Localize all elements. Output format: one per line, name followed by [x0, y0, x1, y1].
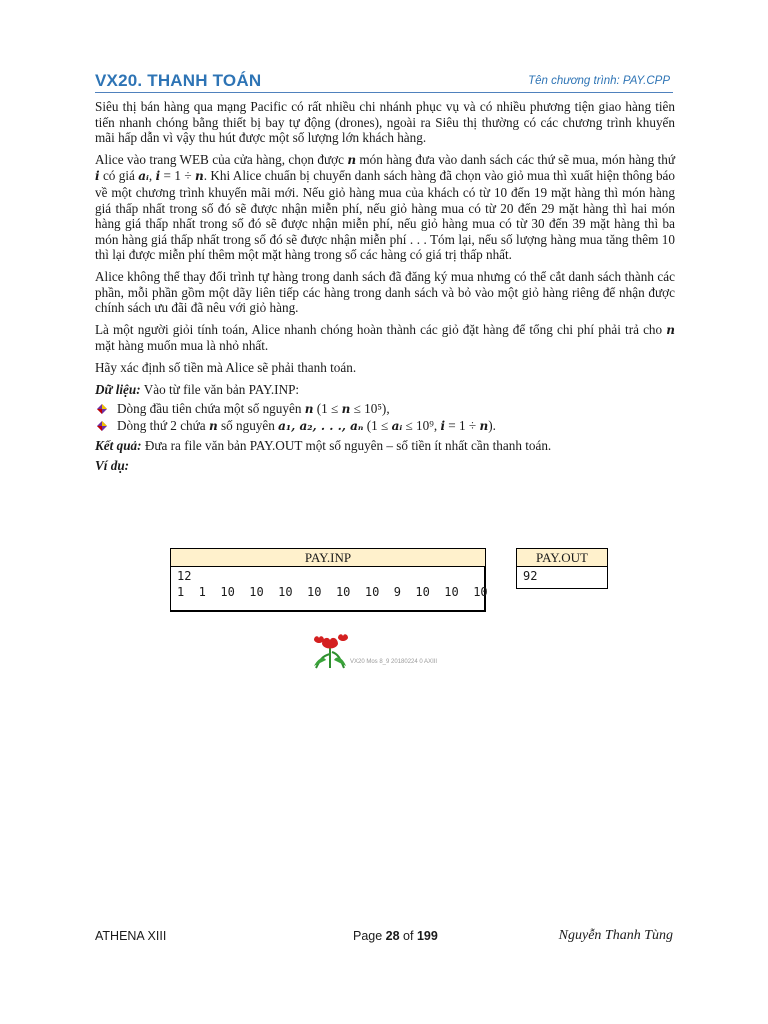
list-item: Dòng đầu tiên chứa một số nguyên n (1 ≤ n ≤ 10⁵),: [95, 401, 675, 418]
example-input-box: [170, 548, 486, 612]
problem-title: VX20. THANH TOÁN: [95, 71, 262, 90]
list-item: Dòng thứ 2 chứa n số nguyên a₁, a₂, . . ., aₙ (1 ≤ aᵢ ≤ 10⁹, i = 1 ÷ n).: [95, 418, 675, 435]
tulip-logo-icon: [310, 630, 352, 670]
title-divider: [95, 92, 673, 93]
problem-body: [95, 99, 675, 479]
example-output-title: PAY.OUT: [516, 548, 608, 567]
footer-left: ATHENA XIII: [95, 929, 167, 943]
footer-author: Nguyễn Thanh Tùng: [558, 928, 673, 943]
footer-page-number: Page 28 of 199: [353, 929, 438, 943]
bullet-icon: [97, 421, 107, 431]
title-row: [95, 71, 675, 93]
paragraph-task: Hãy xác định số tiền mà Alice sẽ phải thanh toán.: [95, 359, 357, 375]
paragraph-story: Alice vào trang WEB của cửa hàng, chọn được n món hàng đưa vào danh sách các thứ sẽ mua, món hàng thứ i có giá aᵢ, i = 1 ÷ n. Khi Alice chuẩn bị chuyển danh sách hàng đã chọn vào giỏ mua thì xuất hiện thông báo về một chương trình khuyến mãi mới. Nếu giỏ hàng mua của khách có từ 10 đến 19 mặt hàng thì món hàng giá thấp nhất trong số đó sẽ được nhận miễn phí, nếu giỏ hàng mua có từ 20 đến 29 mặt hàng thì hai món hàng giá thấp nhất trong số đó sẽ được nhận miễn phí, nếu giỏ hàng mua có từ 30 đến 39 mặt hàng thì ba món hàng giá thấp nhất trong số đó sẽ được nhận miễn phí . . . Tóm lại, nếu số lượng hàng mua tăng thêm 10 thì lại được miễn phí thêm một mặt hàng trong số các hàng có giá trị thấp nhất.: [95, 151, 676, 263]
example-input-title: PAY.INP: [170, 548, 486, 567]
bullet-icon: [97, 404, 107, 414]
paragraph-intro: Siêu thị bán hàng qua mạng Pacific có rất nhiều chi nhánh phục vụ và có nhiều phương tiện giao hàng tiên tiến nhanh chóng bằng thiết bị bay tự động (drones), ngoài ra Siêu thị thường có các chương trình khuyến mãi hấp dẫn vì vậy thu hút được một số lượng lớn khách hàng.: [95, 99, 675, 146]
input-bullets: [95, 401, 675, 434]
paragraph-rule: Alice không thể thay đổi trình tự hàng trong danh sách đã đăng ký mua nhưng có thể cắt danh sách thành các phần, mỗi phần gồm một dãy liên tiếp các hàng trong danh sách và bỏ vào một giỏ hàng riêng để nhận được chính sách ưu đãi đã nêu với giỏ hàng.: [95, 268, 675, 316]
example-output-box: [516, 548, 608, 589]
output-spec: Kết quả: Đưa ra file văn bản PAY.OUT một số nguyên – số tiền ít nhất cần thanh toán.: [95, 438, 552, 454]
program-name: Tên chương trình: PAY.CPP: [528, 75, 670, 87]
input-spec: Dữ liệu: Vào từ file văn bản PAY.INP:: [95, 381, 300, 397]
paragraph-goal: Là một người giỏi tính toán, Alice nhanh chóng hoàn thành các giỏ đặt hàng để tổng chi phí phải trả cho n mặt hàng muốn mua là nhỏ nhất.: [95, 321, 675, 354]
logo-caption: VX20 Mos 8_9 20180224 0 AXIII: [350, 659, 438, 665]
example-input-content: 12 1 1 10 10 10 10 10 10 9 10 10 10: [170, 567, 486, 612]
example-label: Ví dụ:: [95, 457, 130, 473]
example-output-content: 92: [516, 567, 608, 589]
